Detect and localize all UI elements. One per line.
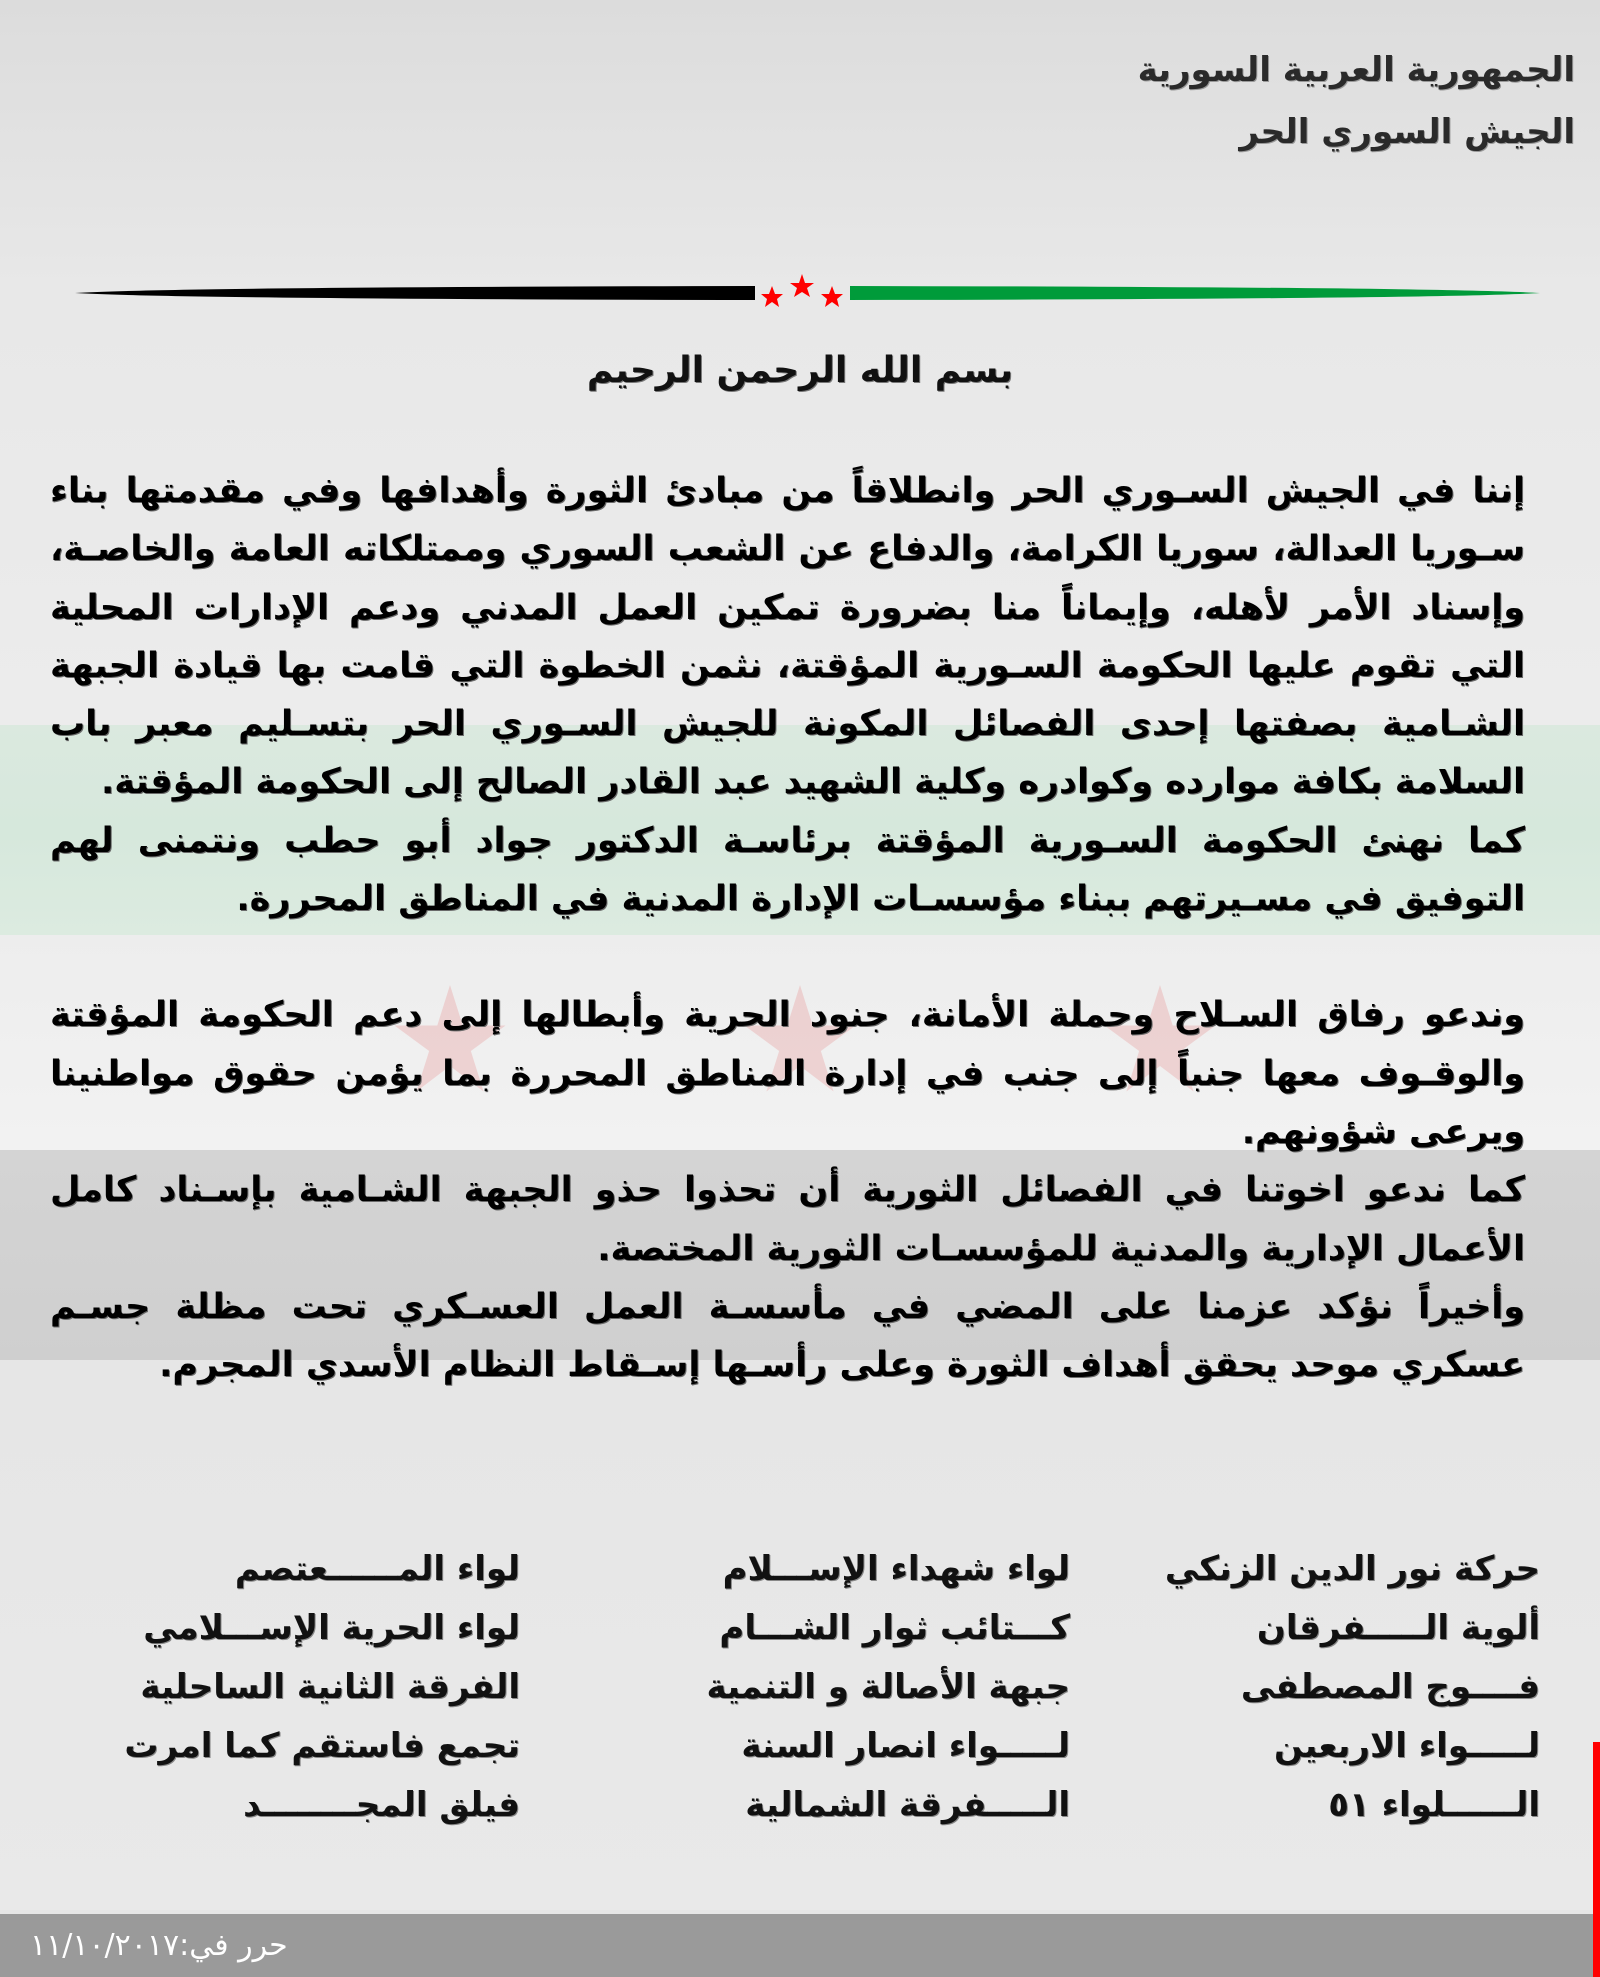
signatory: كـــتائب ثوار الشـــام [719, 1608, 1070, 1648]
signatory: لـــــواء الاربعين [1273, 1726, 1540, 1766]
signatory: فيلق المجــــــــد [243, 1785, 520, 1825]
signatories-column-2 [650, 1540, 1070, 1835]
signatory: لـــــواء انصار السنة [741, 1726, 1070, 1766]
divider-black-segment [75, 286, 755, 300]
signatories-column-3 [100, 1540, 520, 1835]
statement-paragraph: وأخيراً نؤكد عزمنا على المضي في مأسسـة العمل العسـكري تحت مظلة جسـم عسكري موحد يحقق أهداف الثورة وعلى رأسـها إسـقاط النظام الأسدي المجرم. [50, 1286, 1525, 1386]
flag-divider [75, 268, 1540, 308]
paragraph-spacer [50, 928, 1525, 986]
red-accent-line [1593, 1742, 1600, 1977]
statement-paragraph: وندعو رفاق السـلاح وحملة الأمانة، جنود الحرية وأبطالها إلى دعم الحكومة المؤقتة والوقـوف معها جنباً إلى جنب في إدارة المناطق المحررة بما يؤمن حقوق مواطنينا ويرعى شؤونهم. [50, 995, 1525, 1152]
signatory: الفرقة الثانية الساحلية [140, 1667, 520, 1707]
basmala-heading: بسم الله الرحمن الرحيم [586, 350, 1014, 391]
signatory: الـــــفرقة الشمالية [745, 1785, 1070, 1825]
signatory: تجمع فاستقم كما امرت [124, 1726, 520, 1766]
star-icon [790, 274, 814, 297]
signatory: جبهة الأصالة و التنمية [706, 1667, 1070, 1707]
signatory: فــــوج المصطفى [1240, 1667, 1540, 1707]
letterhead-organization: الجيش السوري الحر [1239, 112, 1575, 152]
letterhead-country: الجمهورية العربية السورية [1137, 50, 1575, 90]
issue-date: حرر في:١١/١٠/٢٠١٧ [30, 1928, 288, 1963]
statement-body [50, 462, 1525, 1394]
signatories-list [60, 1540, 1540, 1825]
star-icon [761, 286, 783, 307]
signatory: لواء المــــــعتصم [234, 1549, 520, 1589]
letterhead [1138, 45, 1575, 157]
signatory: لواء شهداء الإســـلام [722, 1549, 1070, 1589]
signatory: الــــــلواء ٥١ [1328, 1785, 1540, 1825]
signatory: لواء الحرية الإســـلامي [143, 1608, 520, 1648]
signatories-column-1 [1164, 1540, 1540, 1835]
signatory: حركة نور الدين الزنكي [1164, 1549, 1540, 1589]
signatory: ألوية الـــــفرقان [1256, 1608, 1540, 1648]
divider-green-segment [850, 286, 1540, 300]
statement-paragraph: كما نهنئ الحكومة السـورية المؤقتة برئاسـة الدكتور جواد أبو حطب ونتمنى لهم التوفيق في مسـيرتهم ببناء مؤسسـات الإدارة المدنية في المناطق المحررة. [50, 820, 1525, 920]
statement-paragraph: إننا في الجيش السـوري الحر وانطلاقاً من مبادئ الثورة وأهدافها وفي مقدمتها بناء سـوريا العدالة، سوريا الكرامة، والدفاع عن الشعب السوري وممتلكاته العامة والخاصـة، وإسناد الأمر لأهله، وإيماناً منا بضرورة تمكين العمل المدني ودعم الإدارات المحلية التي تقوم عليها الحكومة السـورية المؤقتة، نثمن الخطوة التي قامت بها قيادة الجبهة الشـامية بصفتها إحدى الفصائل المكونة للجيش السـوري الحر بتسـليم معبر باب السلامة بكافة موارده وكوادره وكلية الشهيد عبد القادر الصالح إلى الحكومة المؤقتة. [50, 471, 1525, 803]
statement-paragraph: كما ندعو اخوتنا في الفصائل الثورية أن تحذوا حذو الجبهة الشـامية بإسـناد كامل الأعمال الإدارية والمدنية للمؤسسـات الثورية المختصة. [50, 1170, 1525, 1269]
star-icon [821, 286, 843, 307]
